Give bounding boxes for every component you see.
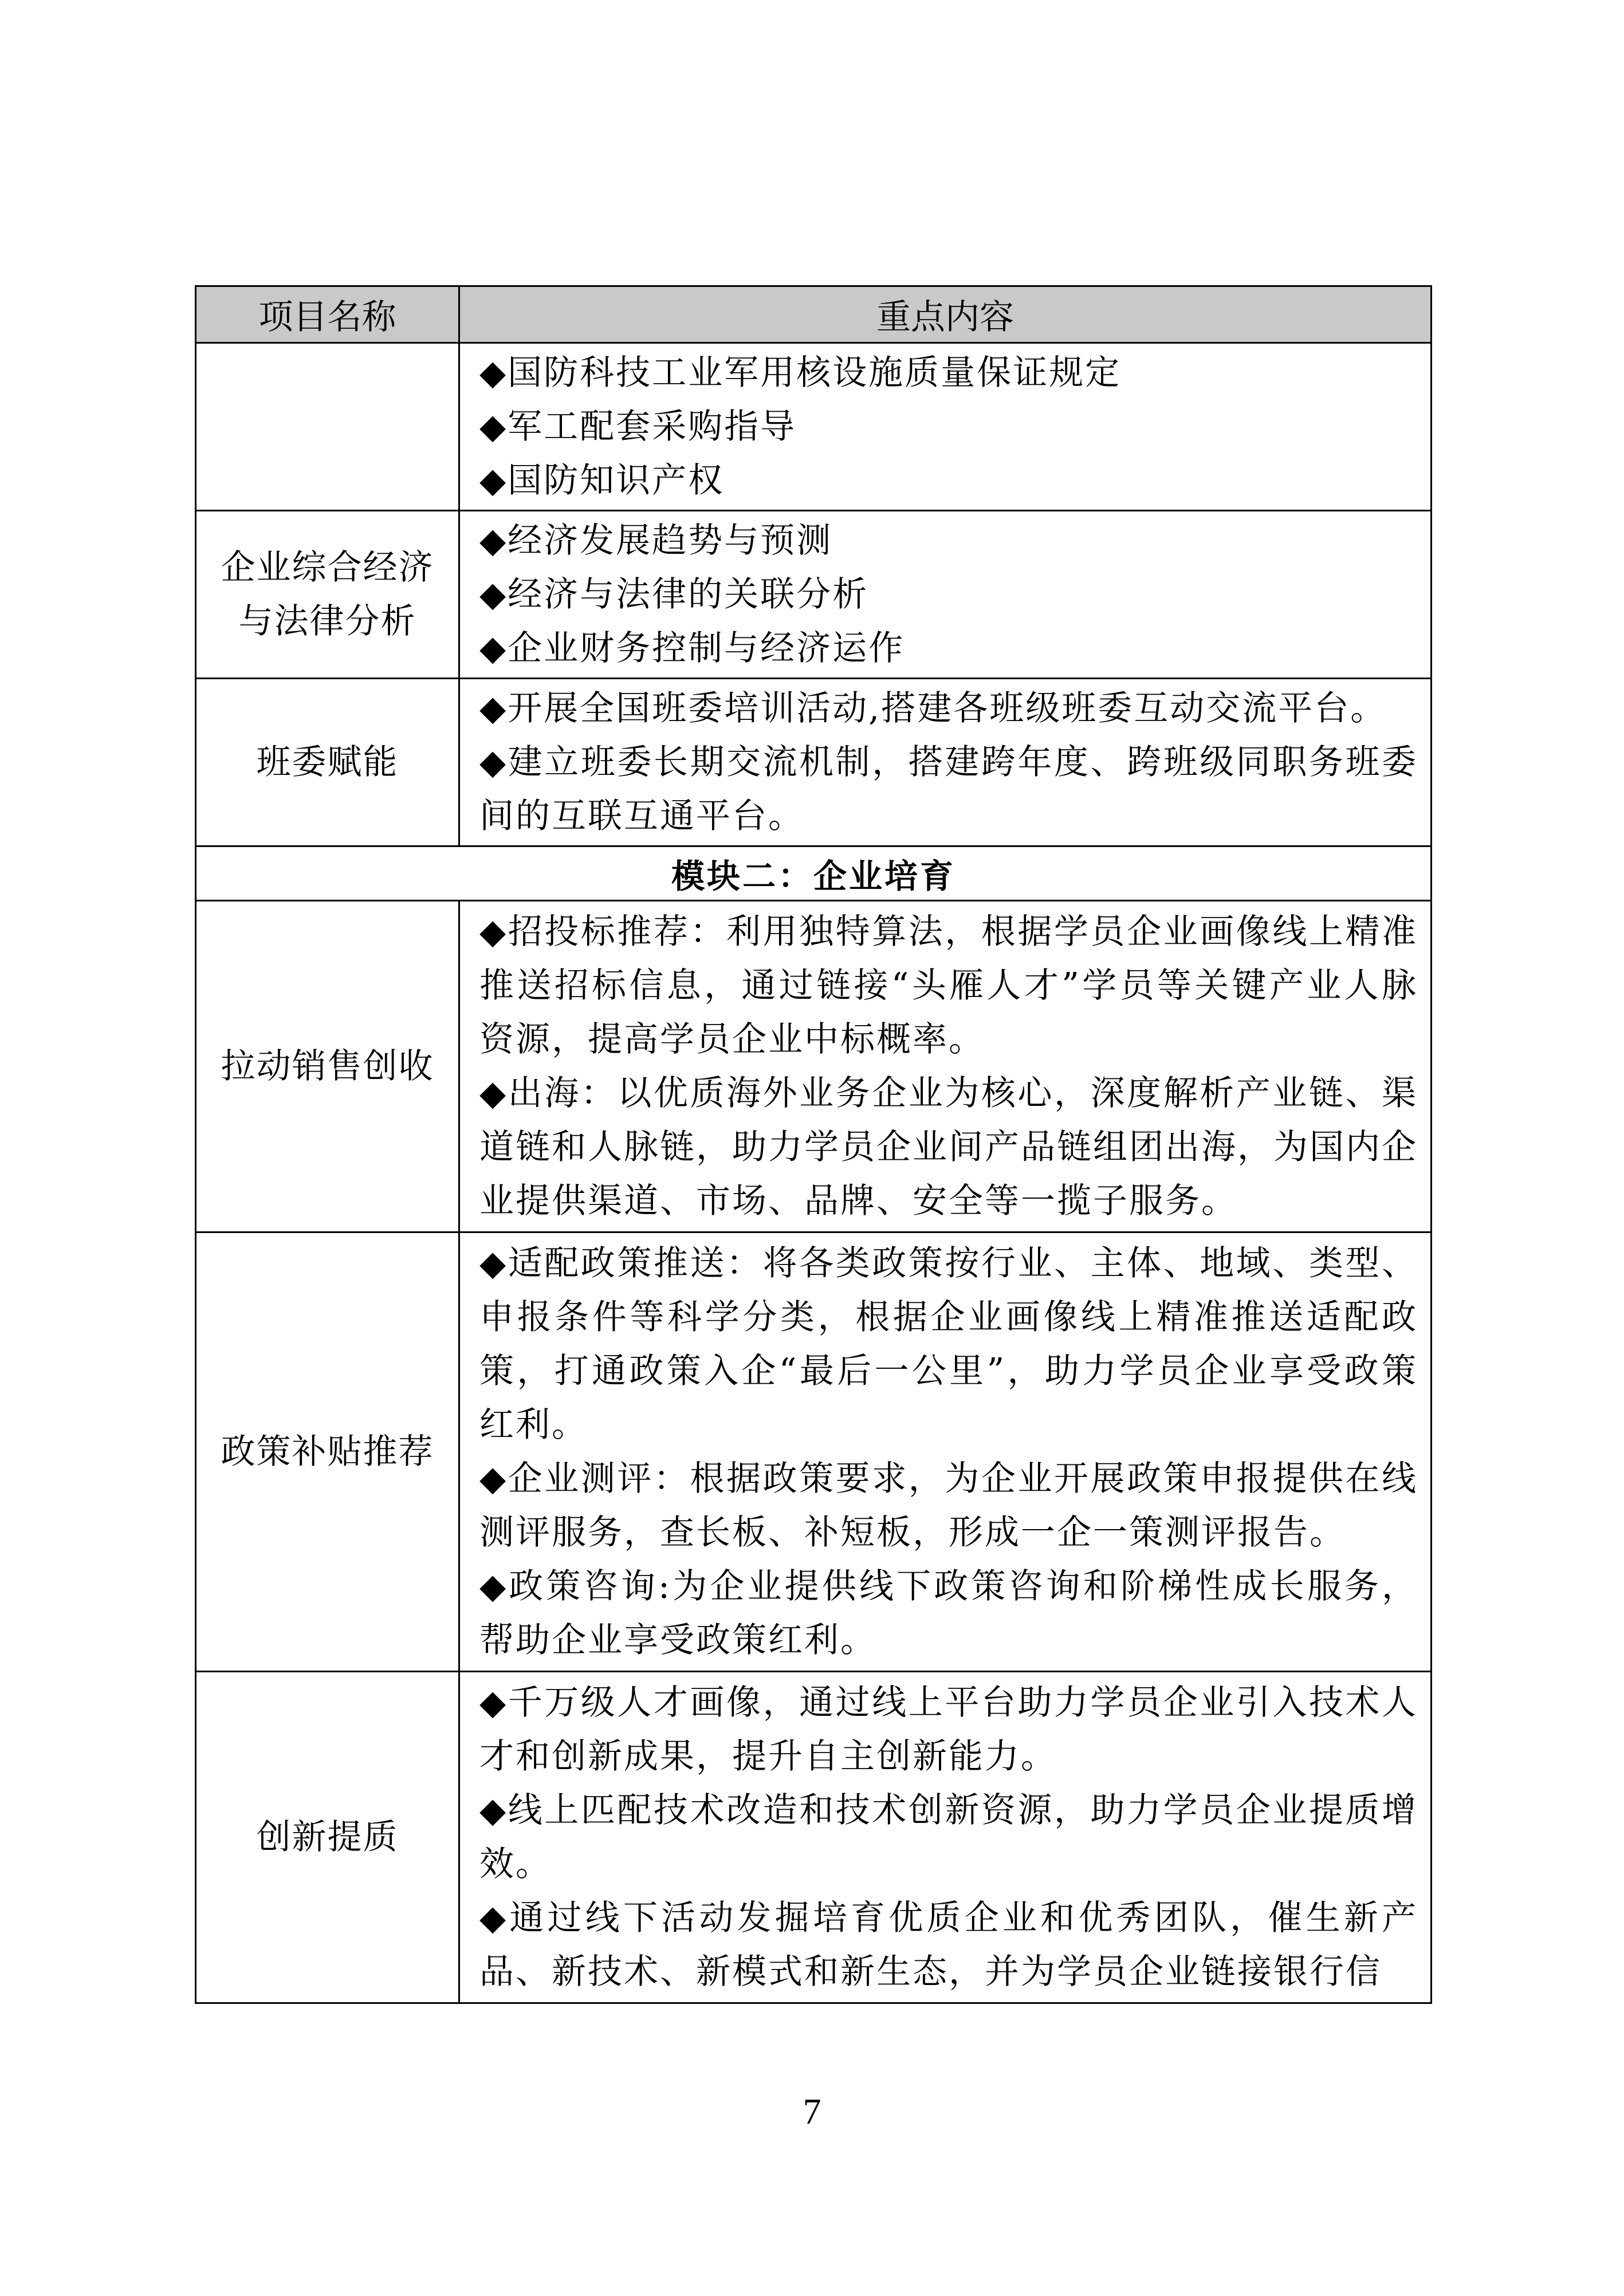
project-name-line: 创新提质 (256, 1817, 399, 1857)
content-item: ◆千万级人才画像，通过线上平台助力学员企业引入技术人才和创新成果，提升自主创新能力。 (479, 1683, 1418, 1777)
project-name-line: 与法律分析 (238, 601, 416, 641)
content-item: ◆经济与法律的关联分析 (479, 574, 869, 615)
content-item: ◆通过线下活动发掘培育优质企业和优秀团队，催生新产品、新技术、新模式和新生态，并为学员企业链接银行信 (479, 1898, 1418, 1992)
content-item: ◆国防科技工业军用核设施质量保证规定 (479, 353, 1122, 393)
content-item: ◆建立班委长期交流机制，搭建跨年度、跨班级同职务班委间的互联互通平台。 (479, 742, 1418, 836)
content-item: ◆线上匹配技术改造和技术创新资源，助力学员企业提质增效。 (479, 1790, 1418, 1884)
project-name-cell (196, 679, 459, 846)
page-number: 7 (803, 2091, 821, 2132)
content-table (195, 285, 1432, 2004)
table-header-row (196, 286, 1432, 343)
content-item: ◆经济发展趋势与预测 (479, 521, 833, 561)
table-row (196, 511, 1432, 679)
project-name-line: 政策补贴推荐 (221, 1432, 434, 1472)
key-content-cell (459, 679, 1432, 846)
key-content-cell (459, 511, 1432, 679)
header-project-name: 项目名称 (196, 286, 459, 343)
content-item: ◆军工配套采购指导 (479, 407, 797, 447)
content-item: ◆适配政策推送：将各类政策按行业、主体、地域、类型、申报条件等科学分类，根据企业画像线上精准推送适配政策，打通政策入企“最后一公里”，助力学员企业享受政策红利。 (479, 1243, 1418, 1445)
content-item: ◆招投标推荐：利用独特算法，根据学员企业画像线上精准推送招标信息，通过链接“头雁人才”学员等关键产业人脉资源，提高学员企业中标概率。 (479, 912, 1418, 1060)
content-item: ◆企业财务控制与经济运作 (479, 628, 905, 668)
content-item: ◆政策咨询:为企业提供线下政策咨询和阶梯性成长服务，帮助企业享受政策红利。 (479, 1566, 1418, 1660)
content-item: ◆开展全国班委培训活动,搭建各班级班委互动交流平台。 (479, 688, 1387, 728)
project-name-cell (196, 511, 459, 679)
table-row (196, 1232, 1432, 1672)
table-row (196, 901, 1432, 1232)
key-content-cell (459, 901, 1432, 1232)
table-row (196, 1672, 1432, 2003)
header-key-content: 重点内容 (459, 286, 1432, 343)
project-name-line: 拉动销售创收 (221, 1046, 434, 1086)
key-content-cell (459, 1672, 1432, 2003)
key-content-cell (459, 343, 1432, 511)
table-row (196, 679, 1432, 846)
project-name-cell (196, 1672, 459, 2003)
content-item: ◆出海：以优质海外业务企业为核心，深度解析产业链、渠道链和人脉链，助力学员企业间产品链组团出海，为国内企业提供渠道、市场、品牌、安全等一揽子服务。 (479, 1073, 1418, 1221)
project-name-line: 企业综合经济 (221, 548, 434, 588)
project-name-line: 班委赋能 (256, 742, 399, 782)
table-row (196, 343, 1432, 511)
key-content-cell (459, 1232, 1432, 1672)
content-item: ◆国防知识产权 (479, 460, 725, 501)
content-item: ◆企业测评：根据政策要求，为企业开展政策申报提供在线测评服务，查长板、补短板，形成一企一策测评报告。 (479, 1459, 1418, 1553)
project-name-cell (196, 1232, 459, 1672)
module-title: 模块二：企业培育 (196, 846, 1432, 901)
project-name-cell (196, 343, 459, 511)
module-title-row (196, 846, 1432, 901)
project-name-cell (196, 901, 459, 1232)
